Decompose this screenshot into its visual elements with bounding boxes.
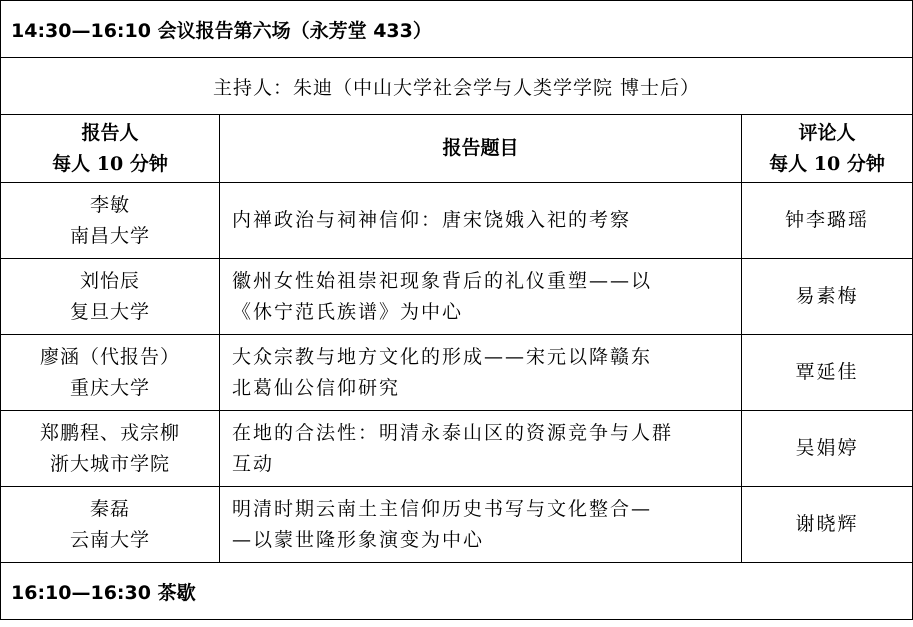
speaker-affiliation: 重庆大学 bbox=[69, 376, 150, 399]
chair-row bbox=[1, 58, 913, 115]
talk-title-line: 明清时期云南土主信仰历史书写与文化整合— bbox=[232, 497, 653, 520]
speaker-affiliation: 复旦大学 bbox=[69, 300, 150, 323]
discussant-column-header bbox=[742, 115, 913, 183]
talk-title-line: 内禅政治与祠神信仰：唐宋饶娥入祀的考察 bbox=[232, 209, 632, 231]
speaker-cell bbox=[1, 411, 220, 487]
column-header-row bbox=[1, 115, 913, 183]
speaker-affiliation: 南昌大学 bbox=[69, 224, 150, 247]
talk-title-cell bbox=[220, 335, 742, 411]
speaker-name: 刘怡辰 bbox=[79, 269, 140, 292]
speaker-name: 郑鹏程、戎宗柳 bbox=[39, 421, 180, 444]
talk-title-line: 徽州女性始祖崇祀现象背后的礼仪重塑——以 bbox=[232, 269, 653, 292]
talk-title-cell bbox=[220, 411, 742, 487]
speaker-column-header bbox=[1, 115, 220, 183]
session-header-row bbox=[1, 1, 913, 58]
speaker-name: 秦磊 bbox=[89, 497, 130, 520]
talk-title-line: 互动 bbox=[232, 452, 275, 475]
talk-title-line: 北葛仙公信仰研究 bbox=[232, 376, 401, 399]
chair-info: 主持人：朱迪（中山大学社会学与人类学学院 博士后） bbox=[1, 58, 913, 115]
table-row bbox=[1, 411, 913, 487]
topic-column-header: 报告题目 bbox=[220, 115, 742, 183]
discussant-cell: 钟李璐瑶 bbox=[742, 183, 913, 259]
talk-title-line: 在地的合法性：明清永泰山区的资源竞争与人群 bbox=[232, 421, 674, 444]
speaker-cell bbox=[1, 183, 220, 259]
talk-title-cell bbox=[220, 183, 742, 259]
table-row bbox=[1, 183, 913, 259]
speaker-cell bbox=[1, 335, 220, 411]
speaker-affiliation: 云南大学 bbox=[69, 528, 150, 551]
discussant-cell: 易素梅 bbox=[742, 259, 913, 335]
speaker-cell bbox=[1, 259, 220, 335]
discussant-cell: 吴娟婷 bbox=[742, 411, 913, 487]
talk-title-line: 《休宁范氏族谱》为中心 bbox=[232, 300, 464, 323]
speaker-affiliation: 浙大城市学院 bbox=[49, 452, 170, 475]
talk-title-line: 大众宗教与地方文化的形成——宋元以降赣东 bbox=[232, 345, 653, 368]
speaker-header-duration: 每人 10 分钟 bbox=[52, 152, 168, 175]
break-label: 茶歇 bbox=[157, 581, 196, 604]
session-title: 会议报告第六场（永芳堂 433） bbox=[157, 19, 432, 42]
speaker-header-label: 报告人 bbox=[81, 121, 139, 144]
table-row bbox=[1, 335, 913, 411]
session-header bbox=[1, 1, 913, 58]
talk-title-cell bbox=[220, 487, 742, 563]
discussant-cell: 覃延佳 bbox=[742, 335, 913, 411]
speaker-name: 廖涵（代报告） bbox=[39, 345, 180, 368]
table-row bbox=[1, 487, 913, 563]
session-time: 14:30—16:10 bbox=[11, 19, 151, 42]
discussant-cell: 谢晓辉 bbox=[742, 487, 913, 563]
speaker-cell bbox=[1, 487, 220, 563]
table-row bbox=[1, 259, 913, 335]
break-info bbox=[1, 563, 913, 620]
talk-title-cell bbox=[220, 259, 742, 335]
speaker-name: 李敏 bbox=[89, 193, 130, 216]
discussant-header-label: 评论人 bbox=[798, 121, 856, 144]
talk-title-line: —以蒙世隆形象演变为中心 bbox=[232, 528, 485, 551]
discussant-header-duration: 每人 10 分钟 bbox=[769, 152, 885, 175]
break-time: 16:10—16:30 bbox=[11, 581, 151, 604]
break-row bbox=[1, 563, 913, 620]
